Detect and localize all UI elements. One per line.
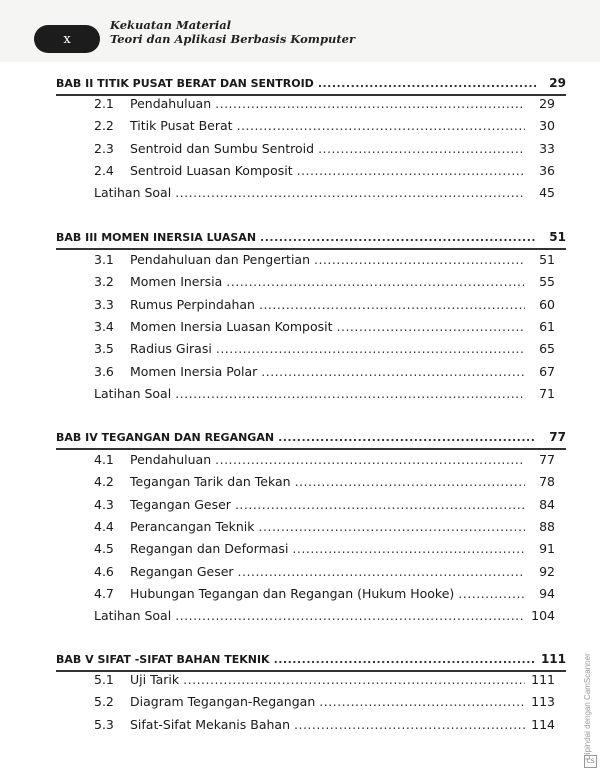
scanner-watermark: Dipindai dengan CamScanner	[583, 653, 592, 760]
dot-leader	[175, 608, 525, 623]
section-number: 4.1	[94, 452, 114, 467]
section-page-number: 33	[539, 140, 555, 156]
section-number: 4.5	[94, 541, 114, 557]
section-title: Uji Tarik	[130, 672, 180, 687]
dot-leader	[237, 118, 525, 133]
dot-leader	[278, 431, 536, 444]
section-page-number: 111	[531, 672, 555, 687]
dot-leader	[216, 341, 525, 356]
section-number: 3.5	[94, 341, 114, 357]
chapter-page-number: 111	[540, 652, 566, 666]
section-title: Titik Pusat Berat	[130, 118, 233, 134]
section-page-number: 77	[539, 452, 555, 467]
section-page-number: 51	[539, 252, 555, 267]
dot-leader	[259, 519, 525, 534]
toc-entry	[94, 474, 555, 492]
section-page-number: 36	[539, 162, 555, 178]
section-page-number: 30	[539, 118, 555, 134]
exercise-entry	[94, 386, 555, 404]
section-page-number: 71	[539, 385, 555, 401]
dot-leader	[314, 252, 525, 267]
dot-leader	[319, 694, 525, 709]
toc-entry	[94, 519, 555, 537]
toc-entry	[94, 452, 555, 470]
section-title: Regangan dan Deformasi	[130, 541, 289, 557]
section-page-number: 45	[539, 185, 555, 201]
dot-leader	[183, 672, 525, 687]
chapter-page-number: 29	[549, 76, 566, 90]
toc-entry	[94, 319, 555, 337]
section-page-number: 91	[539, 541, 555, 557]
section-title: Latihan Soal	[94, 608, 172, 624]
dot-leader	[235, 497, 525, 512]
section-title: Hubungan Tegangan dan Regangan (Hukum Hooke)	[130, 585, 455, 601]
toc-entry	[94, 118, 555, 136]
section-page-number: 55	[539, 274, 555, 290]
book-title-line-1: Kekuatan Material	[110, 18, 232, 32]
dot-leader	[318, 141, 525, 156]
toc-entry	[94, 252, 555, 270]
section-title: Latihan Soal	[94, 385, 172, 401]
section-title: Rumus Perpindahan	[130, 296, 255, 312]
section-title: Sentroid Luasan Komposit	[130, 162, 293, 178]
section-title: Momen Inersia Luasan Komposit	[130, 318, 333, 334]
section-number: 4.2	[94, 474, 114, 490]
dot-leader	[215, 96, 525, 111]
dot-leader	[260, 231, 536, 244]
dot-leader	[297, 163, 525, 178]
section-title: Pendahuluan dan Pengertian	[130, 252, 311, 267]
section-number: 2.3	[94, 140, 114, 156]
toc-entry	[94, 717, 555, 735]
section-number: 3.6	[94, 363, 114, 379]
section-title: Sentroid dan Sumbu Sentroid	[130, 140, 315, 156]
chapter-page-number: 77	[549, 430, 566, 444]
section-title: Sifat-Sifat Mekanis Bahan	[130, 716, 290, 732]
toc-entry	[94, 274, 555, 292]
dot-leader	[292, 541, 525, 556]
chapter-page-number: 51	[549, 230, 566, 244]
chapter-underline	[56, 248, 566, 250]
section-title: Momen Inersia Polar	[130, 363, 258, 379]
chapter-title: BAB II TITIK PUSAT BERAT DAN SENTROID	[56, 77, 314, 90]
exercise-entry	[94, 608, 555, 626]
dot-leader	[261, 364, 525, 379]
dot-leader	[259, 297, 525, 312]
section-number: 5.1	[94, 672, 114, 687]
dot-leader	[215, 452, 525, 467]
section-page-number: 60	[539, 296, 555, 312]
dot-leader	[294, 717, 525, 732]
chapter-heading	[56, 230, 566, 248]
section-title: Perancangan Teknik	[130, 518, 255, 534]
section-page-number: 92	[539, 563, 555, 579]
section-title: Pendahuluan	[130, 452, 212, 467]
toc-entry	[94, 564, 555, 582]
toc-entry	[94, 297, 555, 315]
scanner-logo: CS	[584, 755, 597, 768]
chapter-heading	[56, 430, 566, 448]
section-page-number: 65	[539, 341, 555, 357]
section-title: Pendahuluan	[130, 96, 212, 111]
dot-leader	[238, 564, 525, 579]
section-page-number: 84	[539, 496, 555, 512]
section-page-number: 61	[539, 318, 555, 334]
section-number: 2.1	[94, 96, 114, 111]
book-title-line-2: Teori dan Aplikasi Berbasis Komputer	[110, 32, 356, 46]
section-number: 2.2	[94, 118, 114, 134]
section-number: 3.3	[94, 296, 114, 312]
toc-entry	[94, 341, 555, 359]
section-number: 4.6	[94, 563, 114, 579]
dot-leader	[175, 386, 525, 401]
toc-entry	[94, 96, 555, 114]
section-title: Tegangan Geser	[130, 496, 231, 512]
toc-entry	[94, 163, 555, 181]
chapter-title: BAB III MOMEN INERSIA LUASAN	[56, 231, 257, 244]
toc-entry	[94, 541, 555, 559]
chapter-heading	[56, 76, 566, 94]
toc-entry	[94, 694, 555, 712]
section-page-number: 78	[539, 474, 555, 490]
toc-entry	[94, 586, 555, 604]
section-page-number: 94	[539, 585, 555, 601]
section-title: Latihan Soal	[94, 185, 172, 201]
section-title: Radius Girasi	[130, 341, 212, 357]
dot-leader	[337, 319, 525, 334]
section-number: 3.1	[94, 252, 114, 267]
section-number: 4.4	[94, 518, 114, 534]
exercise-entry	[94, 185, 555, 203]
section-page-number: 88	[539, 518, 555, 534]
dot-leader	[175, 185, 525, 200]
toc-entry	[94, 497, 555, 515]
section-page-number: 104	[531, 608, 555, 624]
section-number: 5.3	[94, 716, 114, 732]
section-page-number: 67	[539, 363, 555, 379]
section-number: 2.4	[94, 162, 114, 178]
chapter-underline	[56, 448, 566, 450]
dot-leader	[318, 77, 536, 90]
chapter-title: BAB IV TEGANGAN DAN REGANGAN	[56, 431, 275, 444]
chapter-title: BAB V SIFAT -SIFAT BAHAN TEKNIK	[56, 653, 270, 666]
section-page-number: 114	[531, 716, 555, 732]
dot-leader	[226, 274, 525, 289]
toc-entry	[94, 672, 555, 690]
chapter-heading	[56, 652, 566, 670]
section-number: 4.7	[94, 585, 114, 601]
section-title: Momen Inersia	[130, 274, 223, 290]
section-title: Tegangan Tarik dan Tekan	[130, 474, 291, 490]
section-number: 4.3	[94, 496, 114, 512]
section-page-number: 29	[539, 96, 555, 111]
toc-entry	[94, 364, 555, 382]
section-title: Diagram Tegangan-Regangan	[130, 694, 316, 710]
toc-entry	[94, 141, 555, 159]
dot-leader	[295, 474, 525, 489]
section-page-number: 113	[531, 694, 555, 710]
page-number-badge: x	[34, 25, 100, 53]
section-number: 5.2	[94, 694, 114, 710]
dot-leader	[274, 653, 536, 666]
section-number: 3.4	[94, 318, 114, 334]
section-title: Regangan Geser	[130, 563, 234, 579]
section-number: 3.2	[94, 274, 114, 290]
dot-leader	[458, 586, 525, 601]
